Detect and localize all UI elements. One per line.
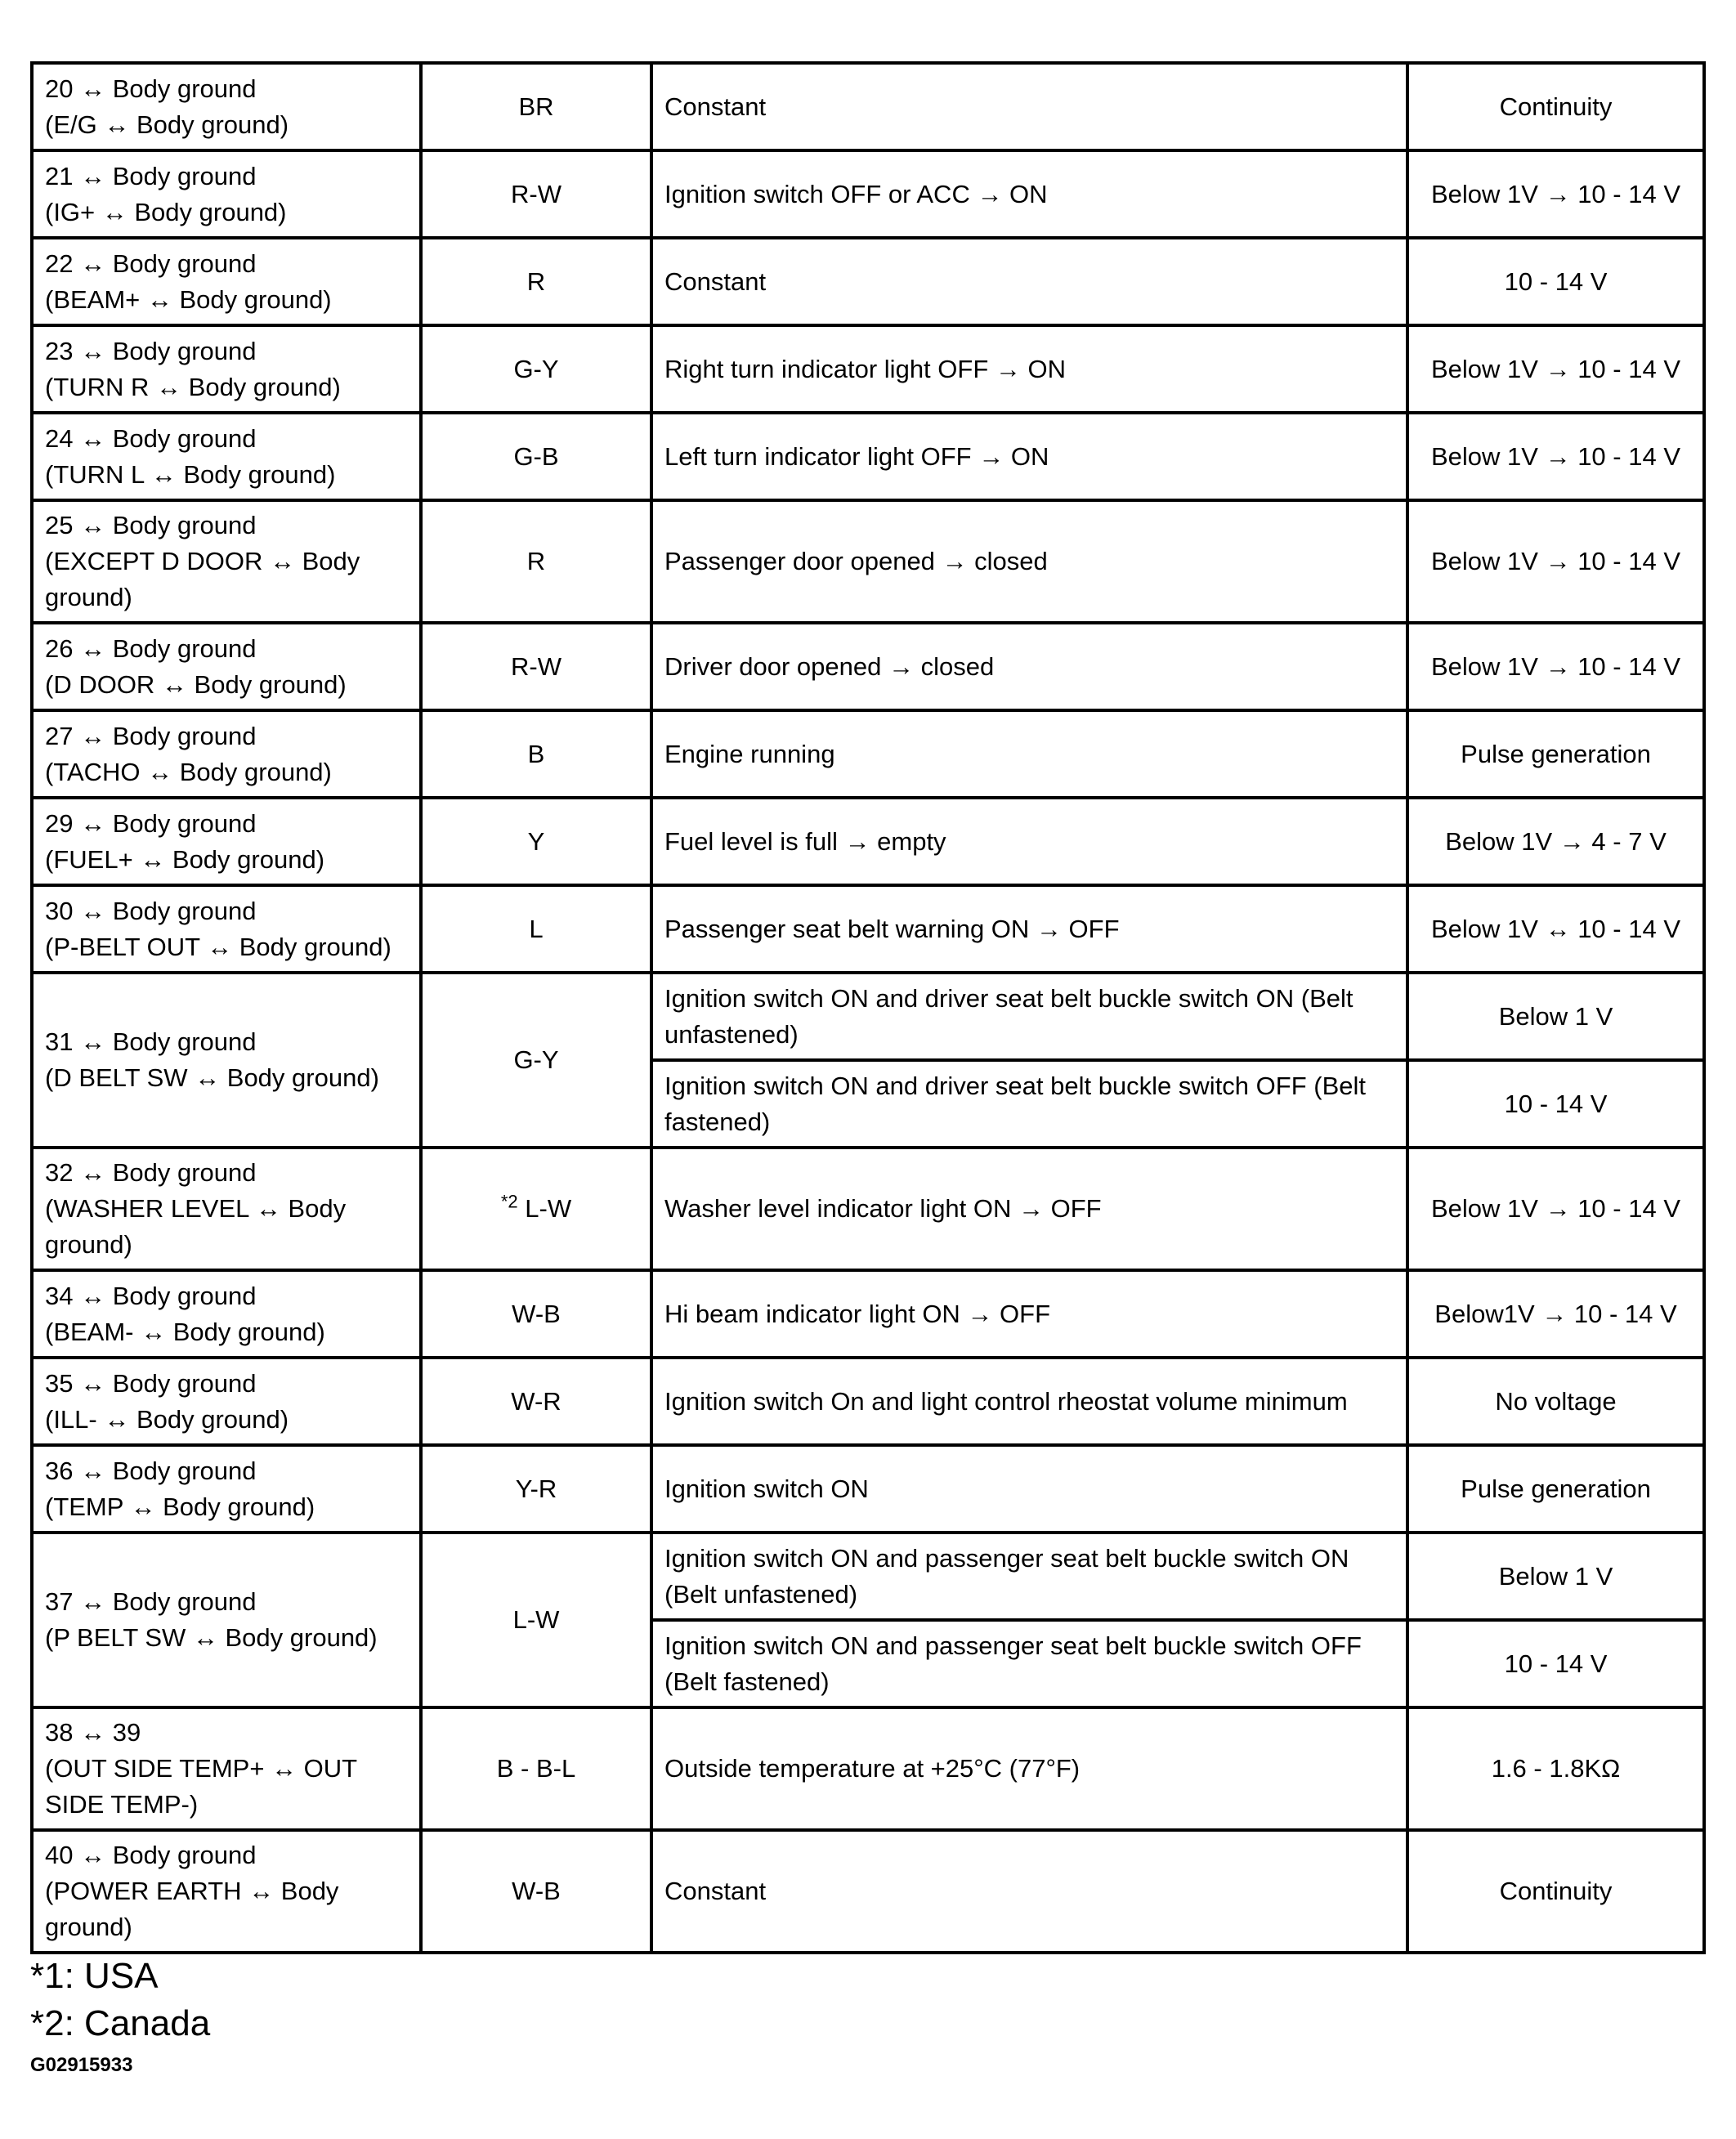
footnote-canada: *2: Canada xyxy=(30,2003,211,2043)
specified-condition-cell: Below 1 V xyxy=(1407,1533,1704,1620)
condition-cell: Outside temperature at +25°C (77°F) xyxy=(651,1707,1407,1830)
terminal-cell: 34 ↔ Body ground (BEAM- ↔ Body ground) xyxy=(32,1270,421,1358)
table-row xyxy=(32,325,1704,413)
specified-condition-cell: Continuity xyxy=(1407,1830,1704,1953)
terminal-cell: 26 ↔ Body ground (D DOOR ↔ Body ground) xyxy=(32,623,421,710)
wire-color-cell: W-B xyxy=(421,1270,651,1358)
wire-color-cell: Y-R xyxy=(421,1445,651,1533)
terminal-cell: 38 ↔ 39 (OUT SIDE TEMP+ ↔ OUT SIDE TEMP-) xyxy=(32,1707,421,1830)
wire-color-cell: R-W xyxy=(421,150,651,238)
specified-condition-cell: Below 1V → 10 - 14 V xyxy=(1407,623,1704,710)
condition-cell: Constant xyxy=(651,63,1407,150)
wire-color-cell: G-B xyxy=(421,413,651,500)
condition-cell: Ignition switch On and light control rheostat volume minimum xyxy=(651,1358,1407,1445)
condition-cell: Ignition switch ON and passenger seat belt buckle switch ON (Belt unfastened) xyxy=(651,1533,1407,1620)
table-row xyxy=(32,1830,1704,1953)
specified-condition-cell: Continuity xyxy=(1407,63,1704,150)
terminal-cell: 37 ↔ Body ground (P BELT SW ↔ Body ground) xyxy=(32,1533,421,1707)
wire-color-cell: L-W xyxy=(421,1533,651,1707)
terminal-cell: 23 ↔ Body ground (TURN R ↔ Body ground) xyxy=(32,325,421,413)
wire-color-cell: G-Y xyxy=(421,325,651,413)
specified-condition-cell: 10 - 14 V xyxy=(1407,238,1704,325)
table-row xyxy=(32,1270,1704,1358)
wire-color-cell: W-R xyxy=(421,1358,651,1445)
wire-color-cell: Y xyxy=(421,798,651,885)
terminal-cell: 29 ↔ Body ground (FUEL+ ↔ Body ground) xyxy=(32,798,421,885)
specified-condition-cell: Below 1V → 10 - 14 V xyxy=(1407,325,1704,413)
table-row xyxy=(32,798,1704,885)
specified-condition-cell: 1.6 - 1.8KΩ xyxy=(1407,1707,1704,1830)
specified-condition-cell: Below1V → 10 - 14 V xyxy=(1407,1270,1704,1358)
figure-code: G02915933 xyxy=(30,2054,133,2076)
table-row xyxy=(32,413,1704,500)
terminal-inspection-table xyxy=(30,61,1706,1954)
specified-condition-cell: Below 1V ↔ 10 - 14 V xyxy=(1407,885,1704,973)
wire-color-cell: L xyxy=(421,885,651,973)
condition-cell: Passenger door opened → closed xyxy=(651,500,1407,623)
condition-cell: Left turn indicator light OFF → ON xyxy=(651,413,1407,500)
condition-cell: Washer level indicator light ON → OFF xyxy=(651,1148,1407,1270)
terminal-cell: 27 ↔ Body ground (TACHO ↔ Body ground) xyxy=(32,710,421,798)
terminal-cell: 35 ↔ Body ground (ILL- ↔ Body ground) xyxy=(32,1358,421,1445)
terminal-cell: 20 ↔ Body ground (E/G ↔ Body ground) xyxy=(32,63,421,150)
terminal-cell: 40 ↔ Body ground (POWER EARTH ↔ Body ground) xyxy=(32,1830,421,1953)
table-row xyxy=(32,710,1704,798)
footnote-marker: *2 xyxy=(500,1191,518,1212)
condition-cell: Constant xyxy=(651,1830,1407,1953)
table-row xyxy=(32,973,1704,1060)
specified-condition-cell: Below 1V → 4 - 7 V xyxy=(1407,798,1704,885)
condition-cell: Right turn indicator light OFF → ON xyxy=(651,325,1407,413)
condition-cell: Ignition switch OFF or ACC → ON xyxy=(651,150,1407,238)
table-row xyxy=(32,1148,1704,1270)
wire-color-cell: R xyxy=(421,500,651,623)
condition-cell: Passenger seat belt warning ON → OFF xyxy=(651,885,1407,973)
wire-color-cell: B xyxy=(421,710,651,798)
condition-cell: Driver door opened → closed xyxy=(651,623,1407,710)
specified-condition-cell: Pulse generation xyxy=(1407,710,1704,798)
condition-cell: Constant xyxy=(651,238,1407,325)
specified-condition-cell: Pulse generation xyxy=(1407,1445,1704,1533)
wire-color-cell: B - B-L xyxy=(421,1707,651,1830)
table-row xyxy=(32,623,1704,710)
wire-color-cell: G-Y xyxy=(421,973,651,1148)
condition-cell: Engine running xyxy=(651,710,1407,798)
table-row xyxy=(32,500,1704,623)
condition-cell: Ignition switch ON and passenger seat belt buckle switch OFF (Belt fastened) xyxy=(651,1620,1407,1707)
wire-color-cell: W-B xyxy=(421,1830,651,1953)
specified-condition-cell: Below 1V → 10 - 14 V xyxy=(1407,150,1704,238)
specified-condition-cell: Below 1V → 10 - 14 V xyxy=(1407,1148,1704,1270)
condition-cell: Ignition switch ON xyxy=(651,1445,1407,1533)
specified-condition-cell: Below 1 V xyxy=(1407,973,1704,1060)
wire-color-cell: R xyxy=(421,238,651,325)
terminal-cell: 22 ↔ Body ground (BEAM+ ↔ Body ground) xyxy=(32,238,421,325)
terminal-cell: 21 ↔ Body ground (IG+ ↔ Body ground) xyxy=(32,150,421,238)
table-row xyxy=(32,63,1704,150)
terminal-cell: 30 ↔ Body ground (P-BELT OUT ↔ Body ground) xyxy=(32,885,421,973)
terminal-cell: 31 ↔ Body ground (D BELT SW ↔ Body ground) xyxy=(32,973,421,1148)
condition-cell: Fuel level is full → empty xyxy=(651,798,1407,885)
specified-condition-cell: 10 - 14 V xyxy=(1407,1060,1704,1148)
wire-color-cell: BR xyxy=(421,63,651,150)
specified-condition-cell: Below 1V → 10 - 14 V xyxy=(1407,413,1704,500)
table-row xyxy=(32,238,1704,325)
table-row xyxy=(32,150,1704,238)
specified-condition-cell: Below 1V → 10 - 14 V xyxy=(1407,500,1704,623)
wire-color-cell: $^{*2}$ L-W xyxy=(421,1148,651,1270)
table-row xyxy=(32,1533,1704,1620)
condition-cell: Ignition switch ON and driver seat belt buckle switch ON (Belt unfastened) xyxy=(651,973,1407,1060)
table-row xyxy=(32,1445,1704,1533)
table-row xyxy=(32,1707,1704,1830)
table-row xyxy=(32,885,1704,973)
specified-condition-cell: 10 - 14 V xyxy=(1407,1620,1704,1707)
condition-cell: Ignition switch ON and driver seat belt buckle switch OFF (Belt fastened) xyxy=(651,1060,1407,1148)
condition-cell: Hi beam indicator light ON → OFF xyxy=(651,1270,1407,1358)
wire-color-cell: R-W xyxy=(421,623,651,710)
terminal-cell: 32 ↔ Body ground (WASHER LEVEL ↔ Body ground) xyxy=(32,1148,421,1270)
terminal-cell: 36 ↔ Body ground (TEMP ↔ Body ground) xyxy=(32,1445,421,1533)
terminal-cell: 24 ↔ Body ground (TURN L ↔ Body ground) xyxy=(32,413,421,500)
table-row xyxy=(32,1358,1704,1445)
footnote-usa: *1: USA xyxy=(30,1956,159,1996)
terminal-cell: 25 ↔ Body ground (EXCEPT D DOOR ↔ Body ground) xyxy=(32,500,421,623)
specified-condition-cell: No voltage xyxy=(1407,1358,1704,1445)
